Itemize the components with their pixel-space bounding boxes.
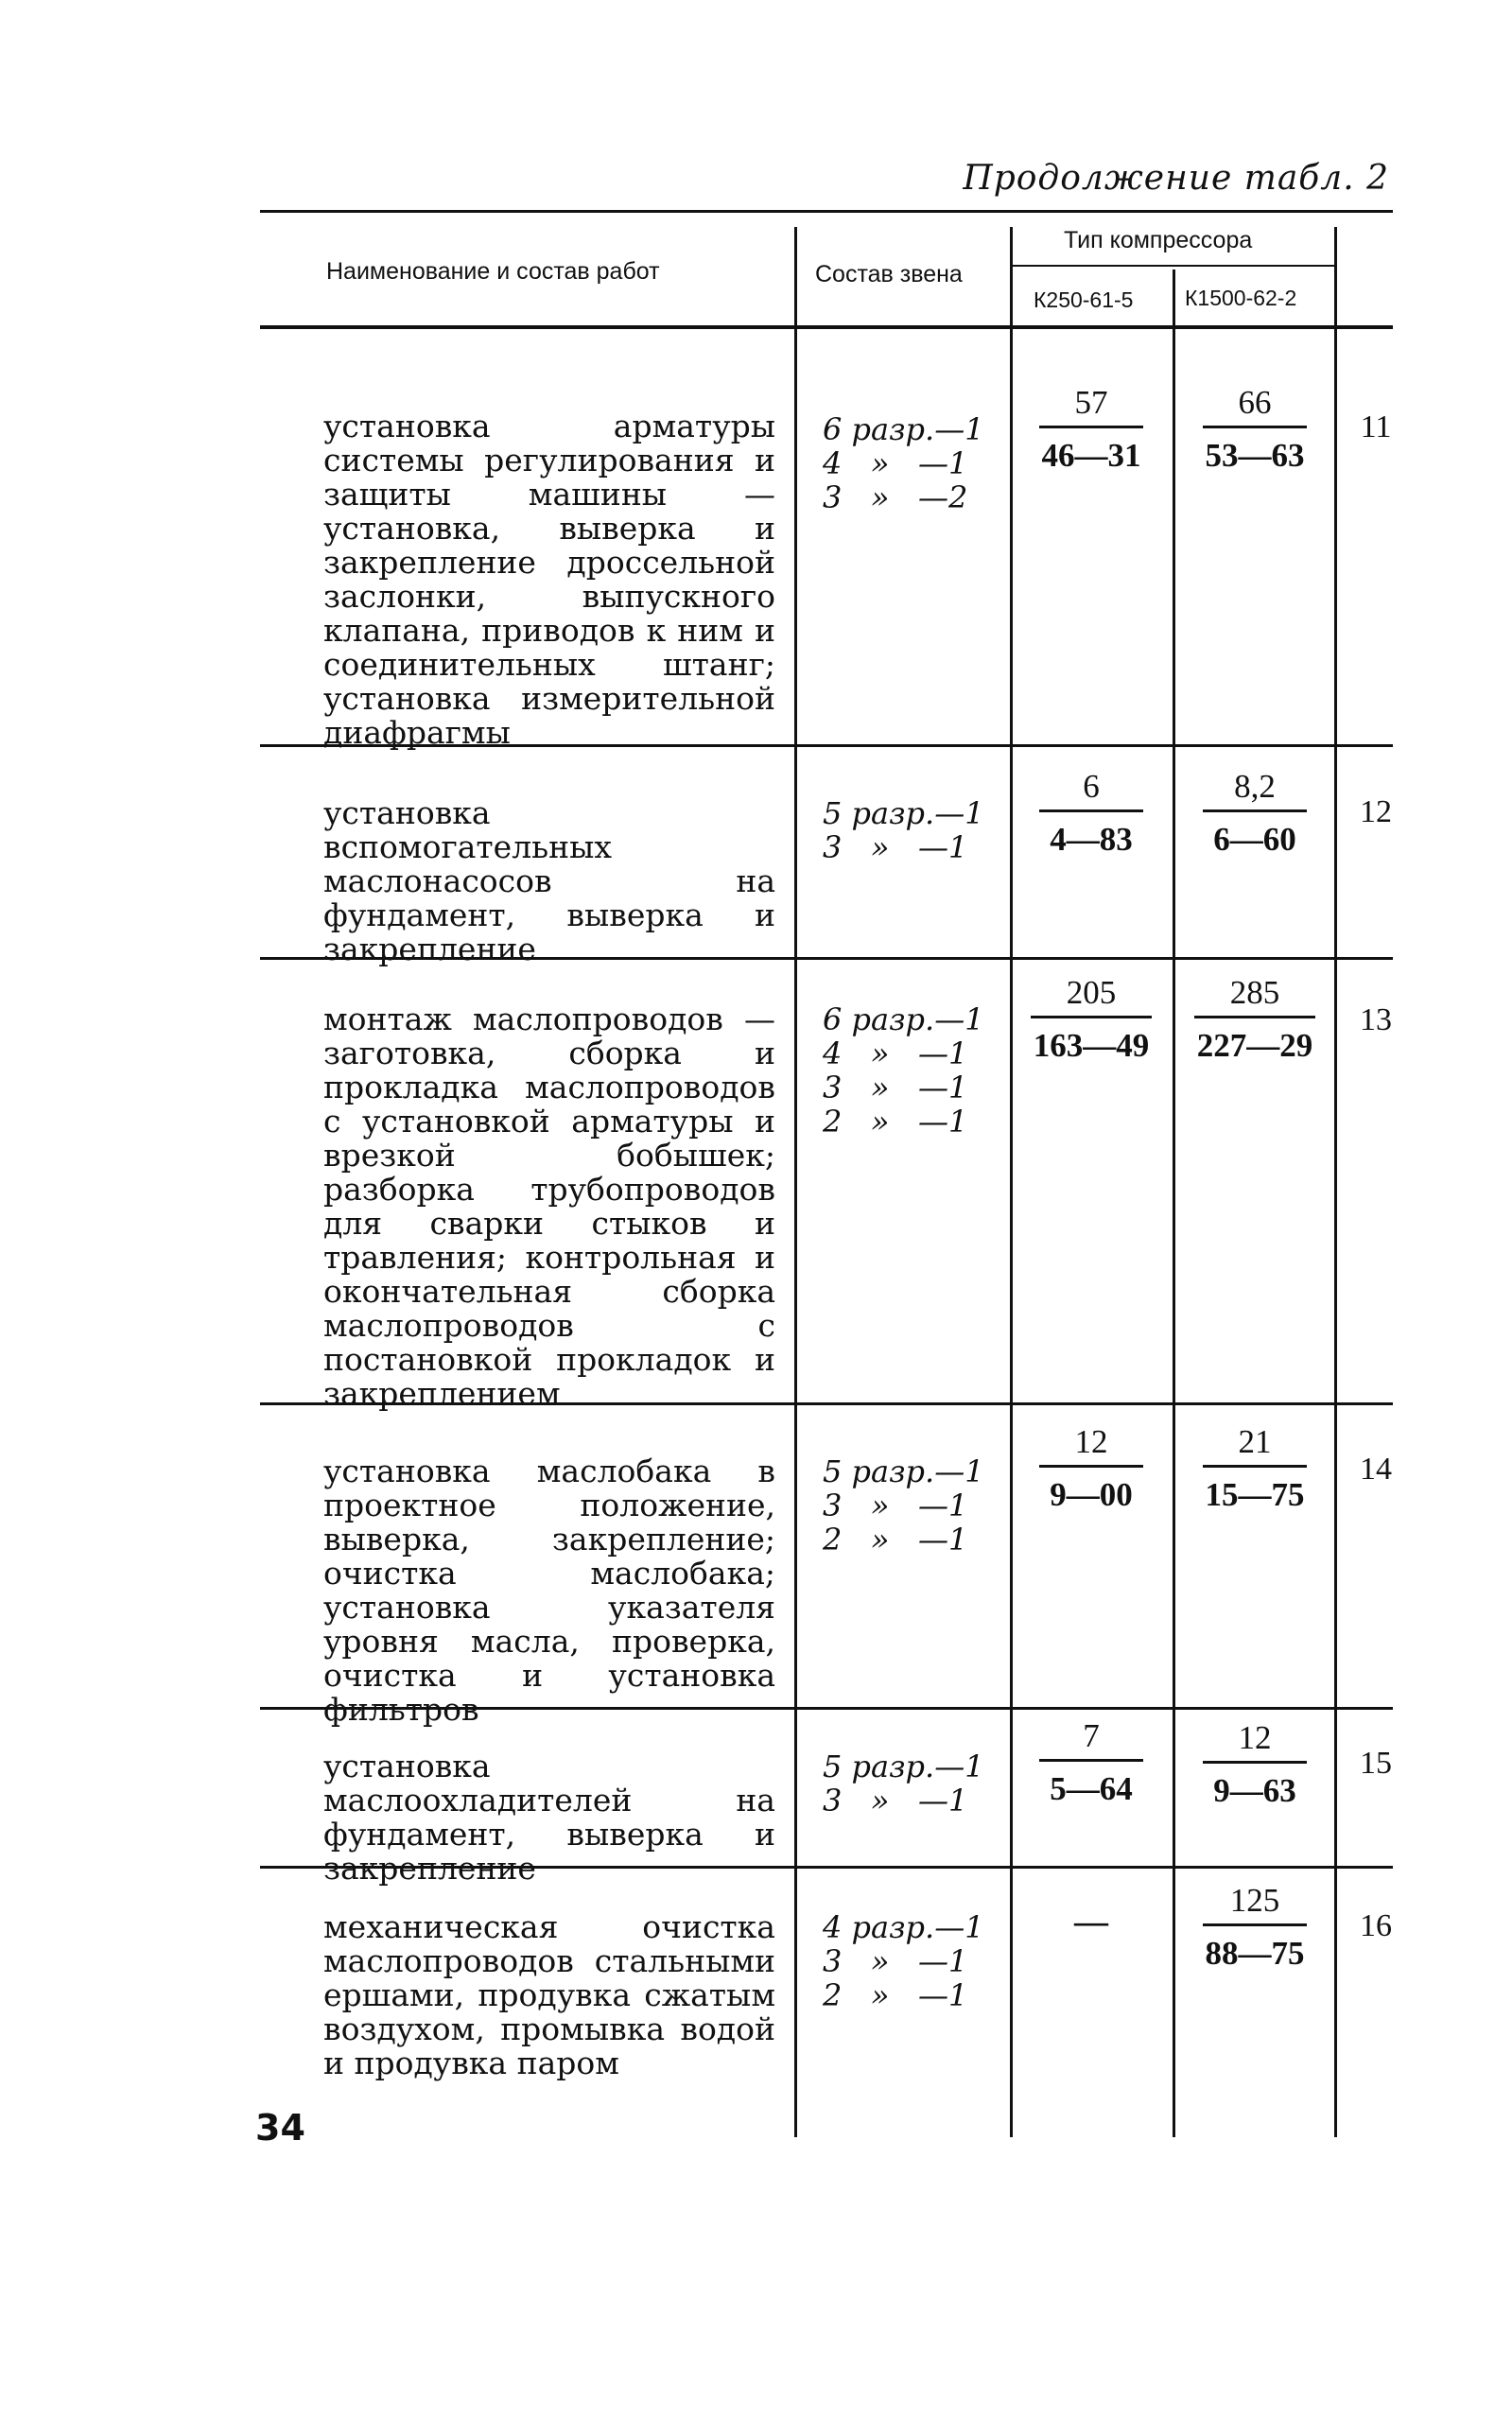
k1500-cost: 9—63 (1213, 1772, 1296, 1809)
fraction-bar (1203, 1465, 1307, 1468)
crew-line: 5 разр.—1 (823, 1749, 984, 1784)
table-top-rule (260, 210, 1393, 213)
k1500-cost: 15—75 (1205, 1476, 1305, 1513)
header-k250: К250-61-5 (1034, 287, 1134, 312)
header-work: Наименование и состав работ (326, 258, 660, 285)
compressor-type-subrule (1010, 265, 1336, 267)
k250-cost: 163—49 (1033, 1027, 1150, 1064)
fraction-bar (1203, 1923, 1307, 1926)
crew-composition (823, 796, 983, 864)
row-number: 13 (1360, 1002, 1392, 1037)
work-description: механическая очистка маслопроводов стальными ершами, продувка сжатым воздухом, промывка водой и продувка паром (323, 1908, 775, 2081)
column-separator (794, 227, 797, 2137)
k1500-labor: 21 (1238, 1423, 1272, 1460)
table-continuation-caption: Продолжение табл. 2 (963, 159, 1389, 198)
k1500-cost: 6—60 (1213, 821, 1296, 858)
crew-line: 3 » —1 (823, 829, 968, 865)
crew-line: 6 разр.—1 (823, 411, 984, 447)
work-description: установка вспомогательных маслонасосов на фундамент, выверка и закрепление (323, 794, 775, 967)
fraction-bar (1203, 1761, 1307, 1764)
crew-line: 3 » —1 (823, 1488, 968, 1523)
fraction-bar (1039, 1759, 1143, 1762)
k1500-labor: 285 (1229, 974, 1280, 1011)
crew-composition (823, 1454, 983, 1557)
column-separator (1334, 227, 1337, 2137)
crew-line: 4 разр.—1 (823, 1909, 984, 1945)
header-compressor-type: Тип компрессора (1064, 227, 1253, 253)
row-number: 15 (1360, 1746, 1392, 1781)
fraction-bar (1203, 426, 1307, 428)
header-bottom-rule (260, 325, 1393, 329)
k250-labor: 12 (1074, 1423, 1108, 1460)
row-number: 12 (1360, 794, 1392, 829)
k250-empty-dash: — (1072, 1901, 1110, 1944)
crew-line: 5 разр.—1 (823, 1453, 984, 1489)
crew-line: 2 » —1 (823, 1104, 968, 1140)
work-description: установка арматуры системы регулирования и защиты машины — установка, выверка и закрепление дроссельной заслонки, выпускного клапана, приводов к ним и соединительных штанг; установка измерительной диафрагмы (323, 408, 775, 751)
row-number: 11 (1360, 409, 1392, 444)
fraction-bar (1194, 1016, 1315, 1018)
fraction-bar (1203, 809, 1307, 812)
k250-labor: 57 (1074, 384, 1108, 421)
row-number: 16 (1360, 1908, 1392, 1943)
header-crew: Состав звена (815, 261, 963, 287)
crew-line: 2 » —1 (823, 1522, 968, 1558)
k250-cost: 9—00 (1050, 1476, 1133, 1513)
k1500-labor: 125 (1229, 1882, 1280, 1919)
crew-line: 3 » —1 (823, 1783, 968, 1819)
crew-line: 3 » —1 (823, 1070, 968, 1105)
crew-line: 6 разр.—1 (823, 1001, 984, 1037)
header-k1500: К1500-62-2 (1185, 286, 1297, 310)
fraction-bar (1039, 1465, 1143, 1468)
k250-cost: 4—83 (1050, 821, 1133, 858)
k1500-labor: 8,2 (1234, 768, 1276, 805)
column-separator (1173, 270, 1175, 2137)
crew-composition (823, 1002, 983, 1139)
k1500-labor: 12 (1238, 1719, 1272, 1756)
k250-cost: 46—31 (1041, 437, 1141, 474)
crew-composition (823, 412, 983, 514)
page-number: 34 (255, 2107, 305, 2149)
work-description: установка маслобака в проектное положение, выверка, закрепление; очистка маслобака; установка указателя уровня масла, проверка, очистка и установка фильтров (323, 1453, 775, 1728)
crew-line: 2 » —1 (823, 1977, 968, 2013)
k250-cost: 5—64 (1050, 1770, 1133, 1807)
crew-line: 3 » —1 (823, 1943, 968, 1979)
work-description: монтаж маслопроводов — заготовка, сборка и прокладка маслопроводов с установкой арматуры и врезкой бобышек; разборка трубопроводов для сварки стыков и травления; контрольная и окончательная сборка маслопроводов с постановкой прокладок и закреплением (323, 1001, 775, 1412)
row-number: 14 (1360, 1452, 1392, 1487)
crew-composition (823, 1749, 983, 1818)
k1500-cost: 88—75 (1205, 1935, 1305, 1972)
fraction-bar (1039, 809, 1143, 812)
k1500-cost: 53—63 (1205, 437, 1305, 474)
k1500-cost: 227—29 (1196, 1027, 1313, 1064)
crew-line: 4 » —1 (823, 1035, 968, 1071)
k250-labor: 205 (1066, 974, 1117, 1011)
crew-line: 3 » —2 (823, 479, 968, 515)
k250-labor: 6 (1083, 768, 1100, 805)
column-separator (1010, 227, 1013, 2137)
crew-composition (823, 1910, 983, 2012)
crew-line: 5 разр.—1 (823, 795, 984, 831)
fraction-bar (1039, 426, 1143, 428)
work-description: установка маслоохладителей на фундамент, выверка и закрепление (323, 1748, 775, 1887)
k250-labor: 7 (1083, 1717, 1100, 1754)
fraction-bar (1031, 1016, 1152, 1018)
crew-line: 4 » —1 (823, 445, 968, 481)
k1500-labor: 66 (1238, 384, 1272, 421)
